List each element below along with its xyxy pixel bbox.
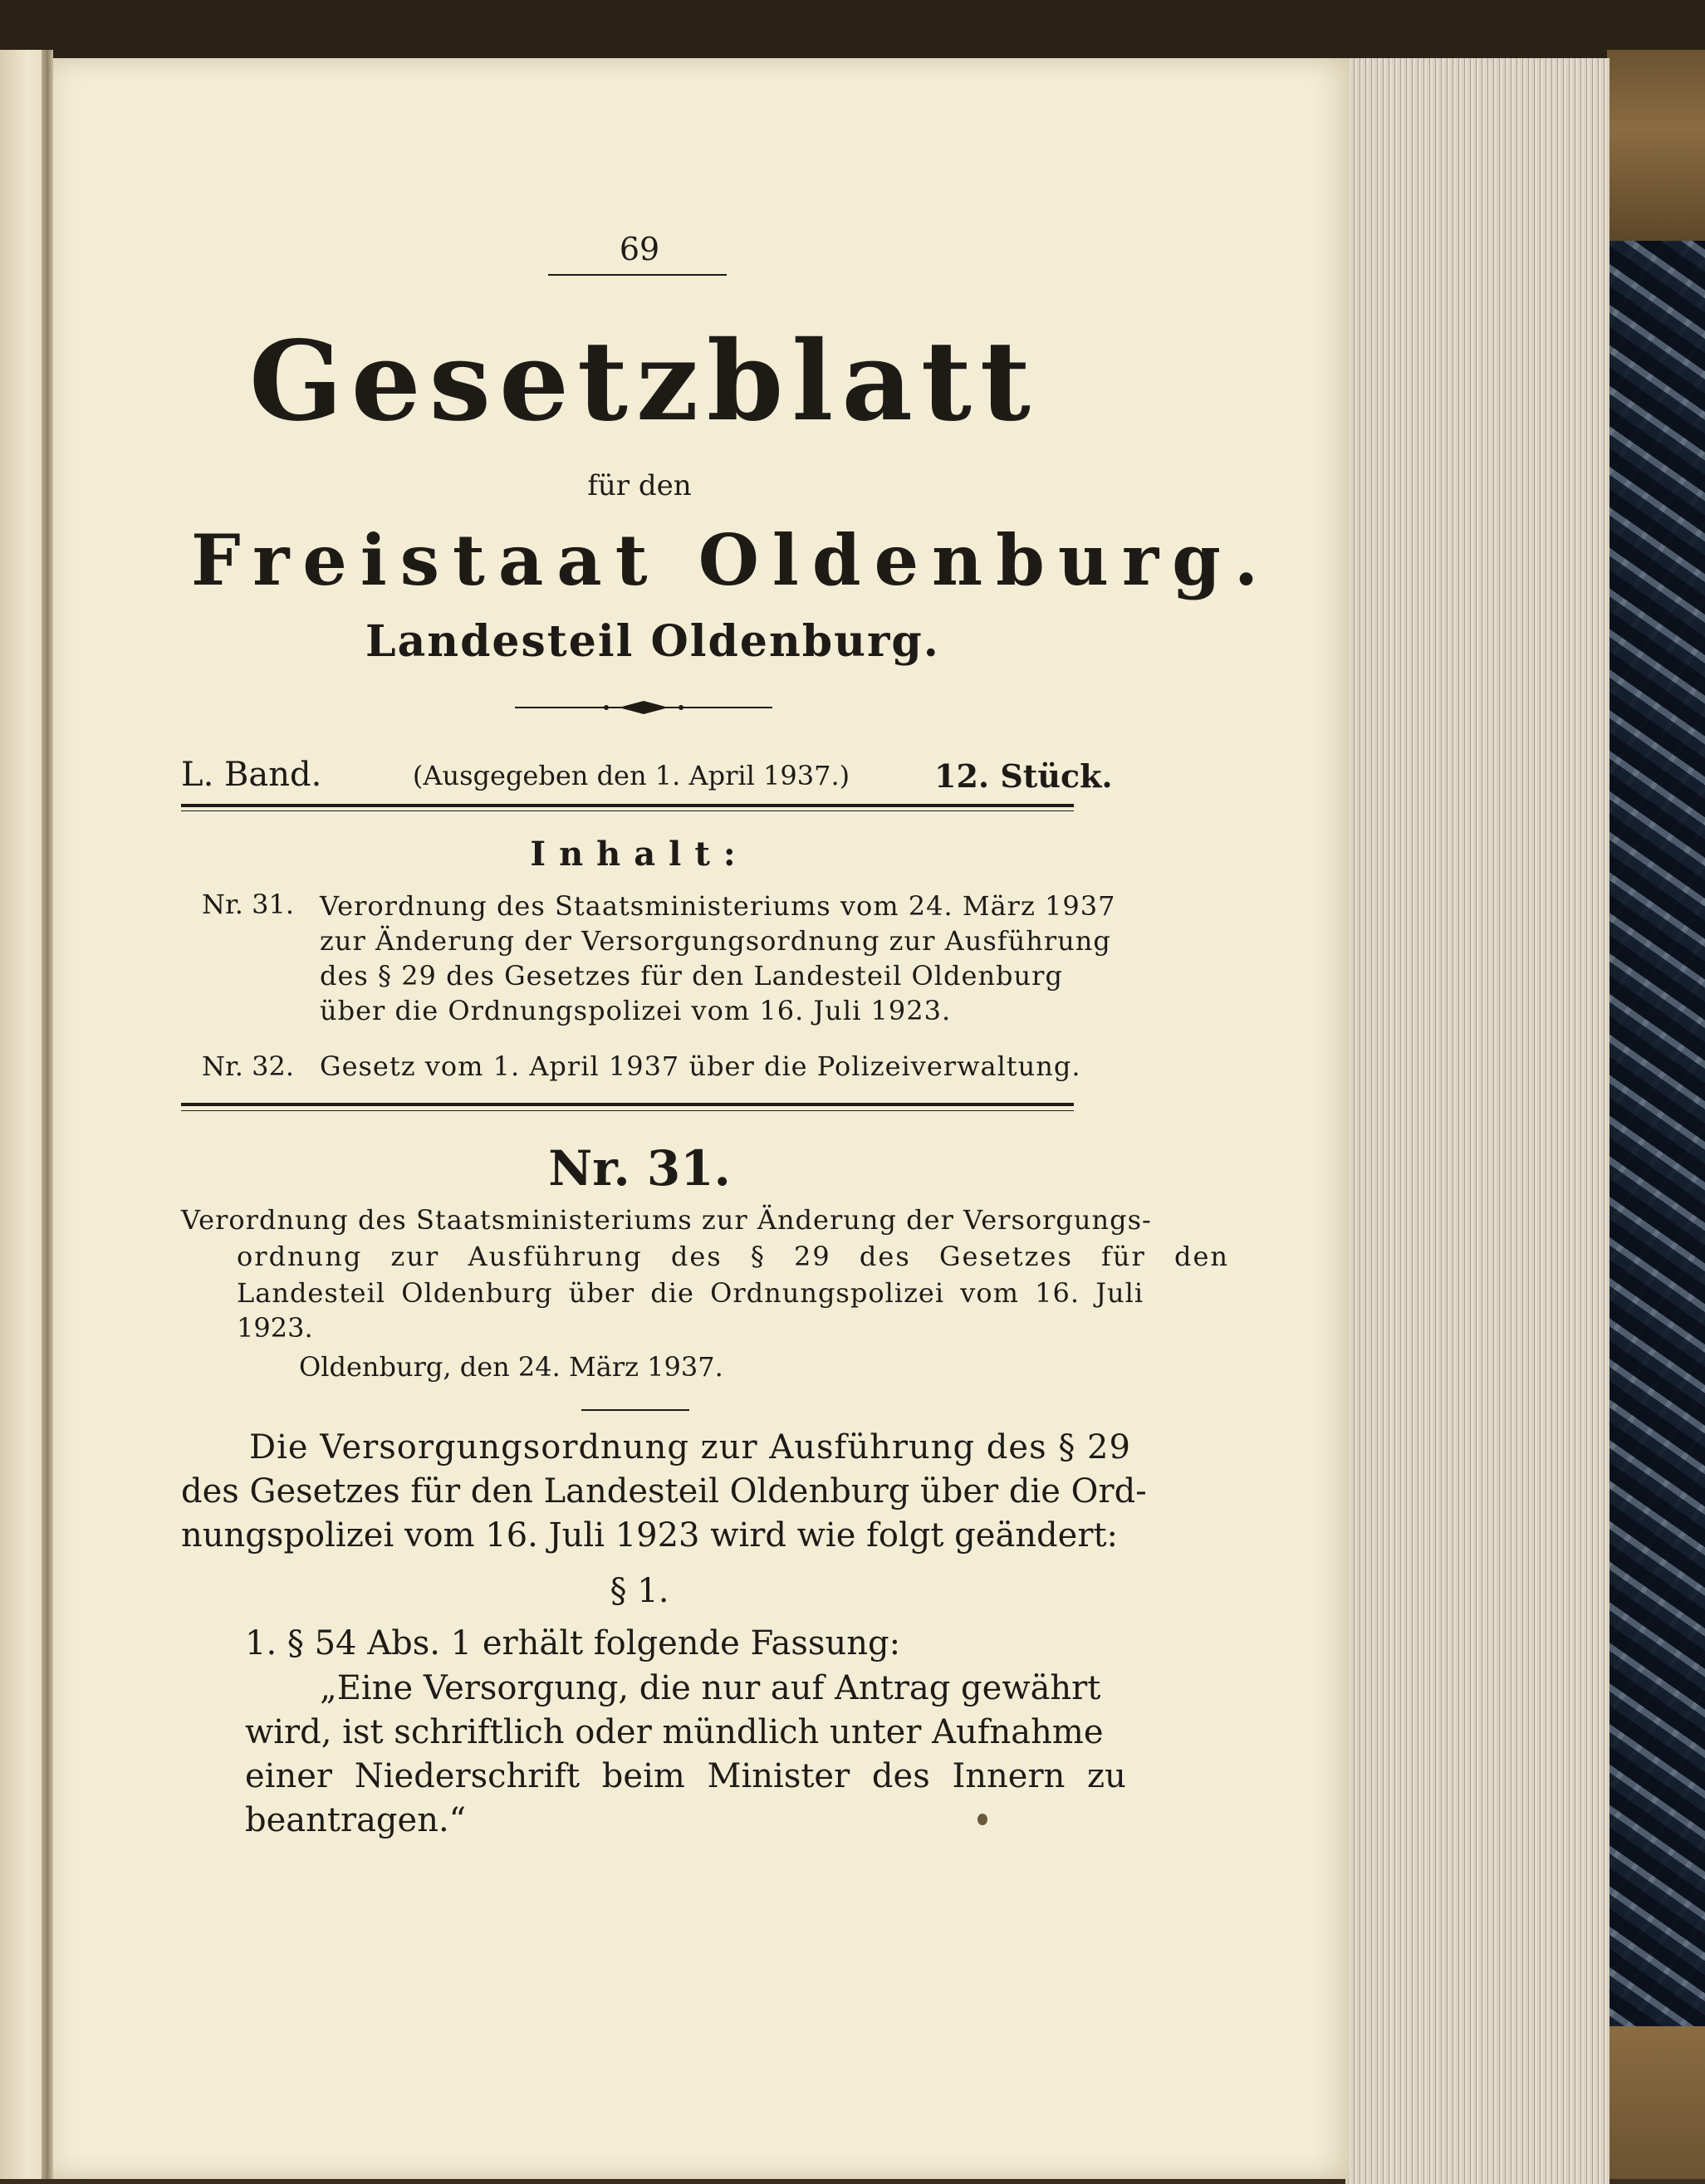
ornament-divider — [515, 698, 772, 717]
issue-part: 12. Stück. — [934, 757, 1113, 795]
issue-volume: L. Band. — [181, 756, 322, 794]
item-line: 1. § 54 Abs. 1 erhält folgende Fassung: — [245, 1624, 901, 1662]
quote-line: beantragen.“ — [245, 1801, 467, 1839]
contents-line: des § 29 des Gesetzes für den Landesteil Oldenburg — [320, 960, 1063, 992]
place-date-rule — [581, 1409, 689, 1411]
paragraph-mark: § 1. — [610, 1572, 669, 1610]
contents-entry-text: Gesetz vom 1. April 1937 über die Polizeiverwaltung. — [320, 1050, 1081, 1082]
contents-rule-thin — [181, 1110, 1074, 1111]
page-stack-edge — [1345, 58, 1609, 2184]
book-cover-corner-bottom — [1607, 2026, 1705, 2179]
quote-line: wird, ist schriftlich oder mündlich unter Aufnahme — [245, 1713, 1104, 1751]
contents-line: über die Ordnungspolizei vom 16. Juli 1923. — [320, 995, 952, 1026]
masthead-subtitle: für den — [587, 469, 692, 502]
contents-entry-text — [320, 889, 1116, 1028]
quote-line: einer Niederschrift beim Minister des Innern zu — [245, 1757, 1126, 1795]
issue-rule-thick — [181, 804, 1074, 807]
masthead-region: Landesteil Oldenburg. — [365, 616, 940, 667]
masthead-title: Gesetzblatt — [249, 317, 1039, 446]
top-shadow — [0, 0, 1705, 58]
issue-date: (Ausgegeben den 1. April 1937.) — [412, 760, 850, 791]
book-cover-corner-top — [1607, 50, 1705, 249]
ink-spot — [977, 1814, 987, 1825]
intro-line: Die Versorgungsordnung zur Ausführung des § 29 — [249, 1428, 1131, 1467]
contents-line: zur Änderung der Versorgungsordnung zur Ausführung — [320, 925, 1111, 957]
issue-rule-thin — [181, 810, 1074, 811]
intro-line: nungspolizei vom 16. Juli 1923 wird wie folgt geändert: — [181, 1516, 1119, 1555]
binding-gutter — [42, 50, 53, 2179]
contents-heading: Inhalt: — [530, 835, 749, 874]
section-title-line: Landesteil Oldenburg über die Ordnungspolizei vom 16. Juli — [237, 1277, 1144, 1309]
section-title-line: Verordnung des Staatsministeriums zur Änderung der Versorgungs- — [181, 1204, 1152, 1236]
section-title-line: 1923. — [237, 1312, 313, 1344]
quote-line: „Eine Versorgung, die nur auf Antrag gewährt — [320, 1669, 1101, 1707]
page-number-rule — [548, 274, 727, 276]
contents-rule-thick — [181, 1103, 1074, 1106]
marbled-cover — [1607, 241, 1705, 2109]
place-date: Oldenburg, den 24. März 1937. — [299, 1351, 723, 1383]
section-heading: Nr. 31. — [548, 1140, 731, 1197]
contents-entry-nr: Nr. 32. — [202, 1050, 295, 1082]
page-number: 69 — [619, 231, 660, 267]
contents-entry-nr: Nr. 31. — [202, 889, 295, 920]
section-title-line: ordnung zur Ausführung des § 29 des Gesetzes für den — [237, 1241, 1229, 1272]
masthead-state: Freistaat Oldenburg. — [191, 519, 1272, 601]
left-page-edge — [0, 50, 46, 2179]
contents-line: Verordnung des Staatsministeriums vom 24. März 1937 — [320, 890, 1116, 922]
intro-line: des Gesetzes für den Landesteil Oldenburg über die Ord- — [181, 1472, 1147, 1511]
